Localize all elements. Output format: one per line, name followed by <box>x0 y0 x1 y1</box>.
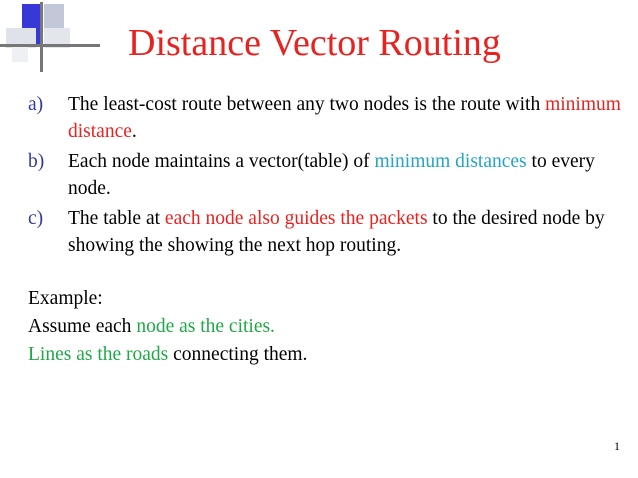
highlight-cities: node as the cities. <box>136 316 275 337</box>
highlight-roads: Lines as the roads <box>28 344 169 365</box>
page-number: 1 <box>614 439 620 453</box>
list-marker: c) <box>28 208 44 229</box>
list-item <box>28 149 628 202</box>
item-text: to the desired node by showing the showing the next hop routing. <box>68 208 605 256</box>
list-marker: b) <box>28 151 45 172</box>
corner-decoration <box>0 0 110 80</box>
example-text: Assume each <box>28 316 137 337</box>
highlight-guides-packets: each node also guides the packets <box>164 208 428 229</box>
highlight-minimum-distances: minimum distances <box>374 151 527 172</box>
item-text: Each node maintains a vector(table) of <box>68 151 375 172</box>
bullet-list <box>28 92 628 263</box>
list-item <box>28 206 628 259</box>
item-text: to every node. <box>68 151 595 199</box>
slide-title: Distance Vector Routing <box>128 22 501 64</box>
list-marker: a) <box>28 94 44 115</box>
example-line-roads <box>28 342 307 369</box>
list-item <box>28 92 628 145</box>
item-text: The least-cost route between any two nodes is the route with <box>68 94 546 115</box>
item-text: . <box>131 120 137 142</box>
highlight-minimum-distance: minimum distance <box>68 94 621 142</box>
example-text: connecting them. <box>168 344 308 365</box>
item-text: The table at <box>68 208 165 229</box>
example-heading: Example: <box>28 288 103 309</box>
example-line-cities <box>28 314 275 341</box>
